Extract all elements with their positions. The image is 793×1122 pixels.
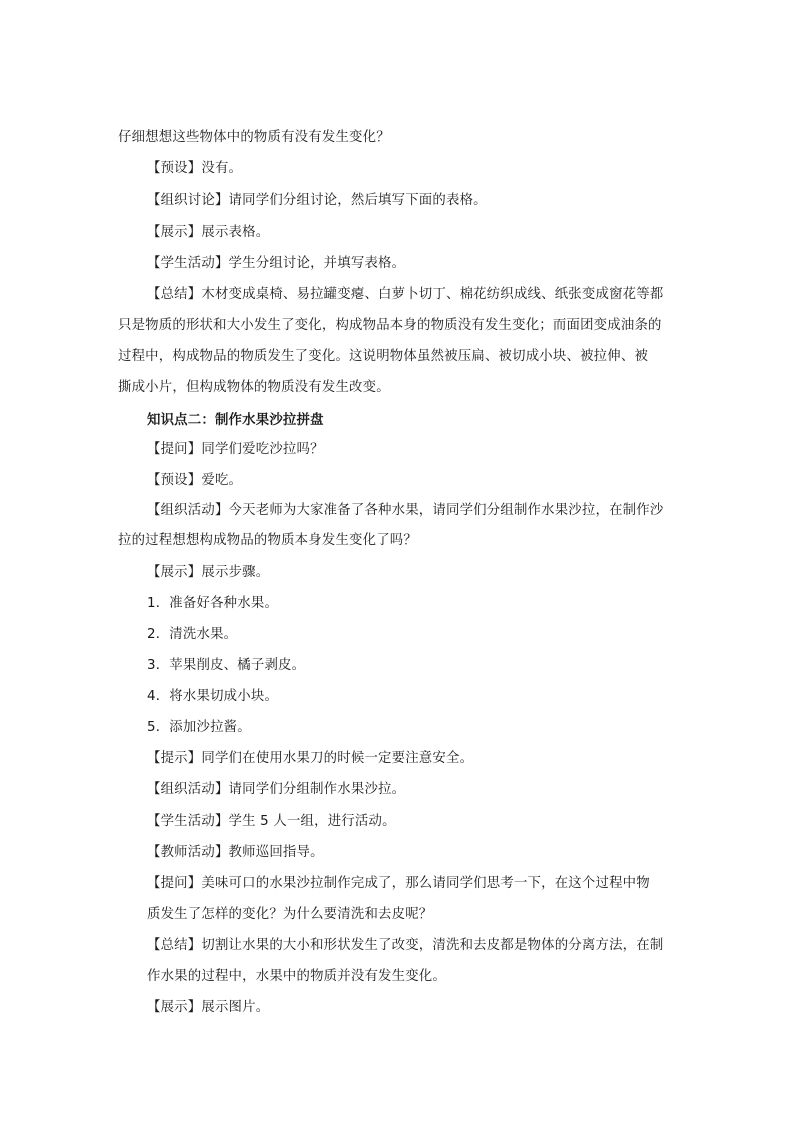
list-item: 3．苹果削皮、橘子剥皮。: [147, 658, 306, 673]
paragraph-line: 【组织活动】请同学们分组制作水果沙拉。: [147, 782, 406, 797]
paragraph-line: 【总结】切割让水果的大小和形状发生了改变，清洗和去皮都是物体的分离方法，在制: [147, 938, 664, 953]
paragraph-line: 【组织活动】今天老师为大家准备了各种水果，请同学们分组制作水果沙拉，在制作沙: [147, 503, 664, 518]
list-item: 5．添加沙拉酱。: [147, 720, 251, 735]
paragraph-line: 过程中，构成物品的物质发生了变化。这说明物体虽然被压扁、被切成小块、被拉伸、被: [118, 349, 649, 364]
paragraph-line: 【总结】木材变成桌椅、易拉罐变瘪、白萝卜切丁、棉花纺织成线、纸张变成窗花等都: [147, 287, 664, 302]
paragraph-line: 仔细想想这些物体中的物质有没有发生变化？: [118, 130, 390, 145]
paragraph-line: 【学生活动】学生 5 人一组，进行活动。: [147, 814, 396, 829]
paragraph-line: 【组织讨论】请同学们分组讨论，然后填写下面的表格。: [147, 193, 487, 208]
paragraph-line: 【提问】同学们爱吃沙拉吗？: [147, 442, 324, 457]
section-heading: 知识点二：制作水果沙拉拼盘: [147, 413, 324, 428]
paragraph-line: 【预设】没有。: [147, 161, 243, 176]
paragraph-line: 【提示】同学们在使用水果刀的时候一定要注意安全。: [147, 751, 474, 766]
paragraph-line: 【学生活动】学生分组讨论，并填写表格。: [147, 256, 406, 271]
paragraph-line: 【展示】展示图片。: [147, 1000, 270, 1015]
paragraph-line: 【教师活动】教师巡回指导。: [147, 845, 324, 860]
list-item: 1．准备好各种水果。: [147, 596, 279, 611]
paragraph-line: 作水果的过程中，水果中的物质并没有发生变化。: [147, 969, 446, 984]
paragraph-line: 质发生了怎样的变化？为什么要清洗和去皮呢？: [147, 907, 433, 922]
paragraph-line: 拉的过程想想构成物品的物质本身发生变化了吗？: [118, 533, 417, 548]
paragraph-line: 【展示】展示步骤。: [147, 565, 270, 580]
list-item: 4．将水果切成小块。: [147, 689, 279, 704]
paragraph-line: 【展示】展示表格。: [147, 225, 270, 240]
paragraph-line: 【预设】爱吃。: [147, 473, 243, 488]
paragraph-line: 只是物质的形状和大小发生了变化，构成物品本身的物质没有发生变化；而面团变成油条的: [118, 318, 662, 333]
list-item: 2．清洗水果。: [147, 627, 238, 642]
paragraph-line: 【提问】美味可口的水果沙拉制作完成了，那么请同学们思考一下，在这个过程中物: [147, 876, 650, 891]
paragraph-line: 撕成小片，但构成物体的物质没有发生改变。: [118, 380, 390, 395]
